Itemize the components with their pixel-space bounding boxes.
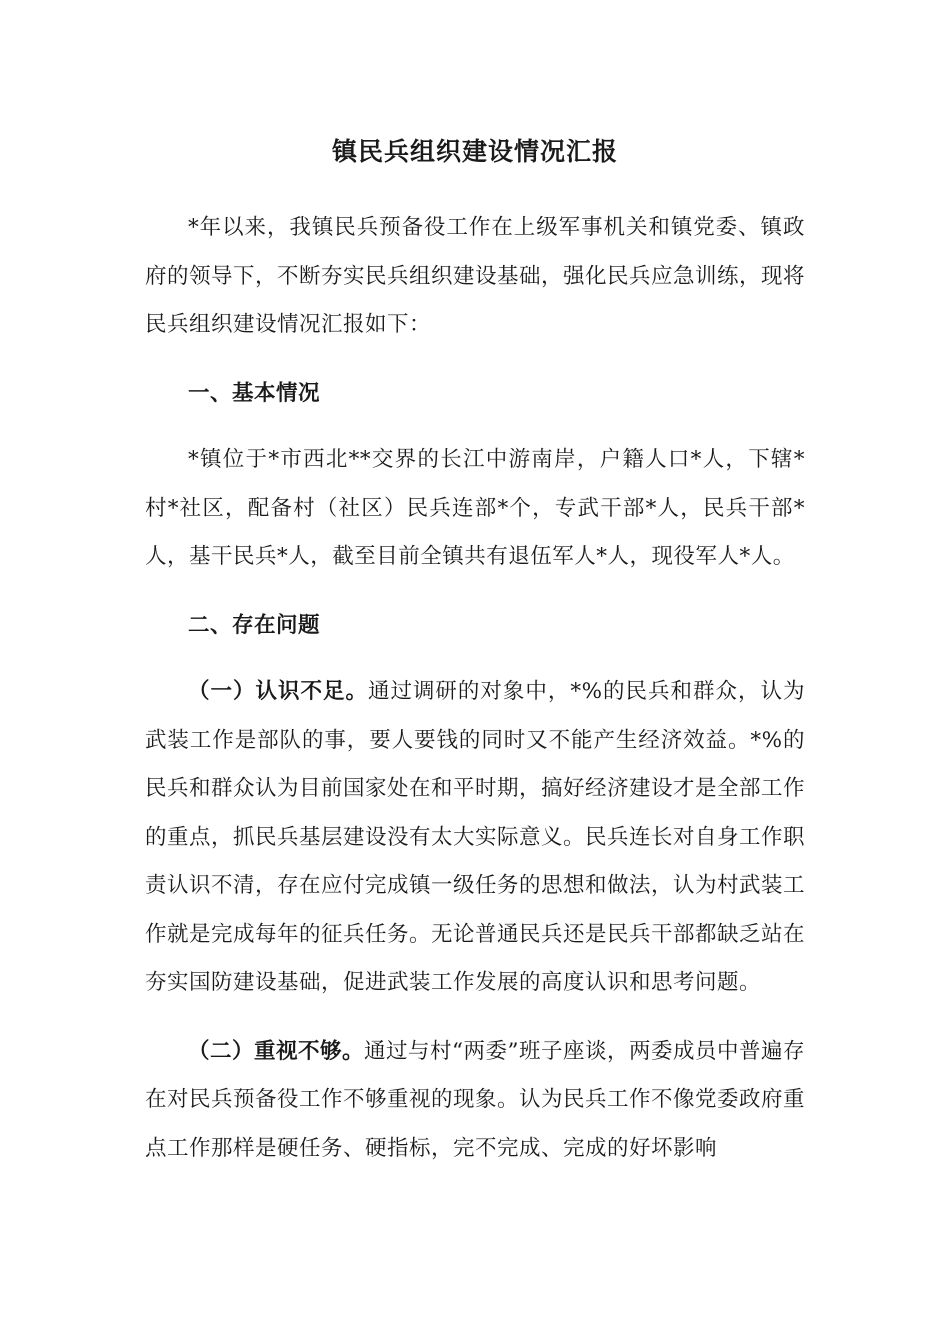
problem-item-1-lead: （一）认识不足。 bbox=[188, 679, 368, 704]
problem-item-2-lead: （二）重视不够。 bbox=[188, 1038, 365, 1064]
section-heading-basic: 一、基本情况 bbox=[188, 380, 321, 406]
intro-paragraph: *年以来，我镇民兵预备役工作在上级军事机关和镇党委、镇政府的领导下，不断夯实民兵组织建设基础，强化民兵应急训练，现将民兵组织建设情况汇报如下： bbox=[145, 215, 806, 337]
section-heading-problems: 二、存在问题 bbox=[188, 612, 321, 638]
problem-item-1 bbox=[145, 668, 805, 1008]
problem-item-1-body: 通过调研的对象中，*%的民兵和群众，认为武装工作是部队的事，要人要钱的同时又不能产生经济效益。*%的民兵和群众认为目前国家处在和平时期，搞好经济建设才是全部工作的重点，抓民兵基层建设没有太大实际意义。民兵连长对自身工作职责认识不清，存在应付完成镇一级任务的思想和做法，认为村武装工作就是完成每年的征兵任务。无论普通民兵还是民兵干部都缺乏站在夯实国防建设基础，促进武装工作发展的高度认识和思考问题。 bbox=[145, 679, 806, 995]
document-page bbox=[145, 128, 805, 1193]
document-title: 镇民兵组织建设情况汇报 bbox=[331, 137, 618, 166]
basic-situation-paragraph: *镇位于*市西北**交界的长江中游南岸，户籍人口*人，下辖*村*社区，配备村（社区）民兵连部*个，专武干部*人，民兵干部*人，基干民兵*人，截至目前全镇共有退伍军人*人，现役军人*人。 bbox=[145, 447, 805, 569]
problem-item-2-body: 通过与村“两委”班子座谈，两委成员中普遍存在对民兵预备役工作不够重视的现象。认为民兵工作不像党委政府重点工作那样是硬任务、硬指标，完不完成、完成的好坏影响 bbox=[145, 1038, 806, 1161]
problem-item-2 bbox=[145, 1028, 805, 1174]
